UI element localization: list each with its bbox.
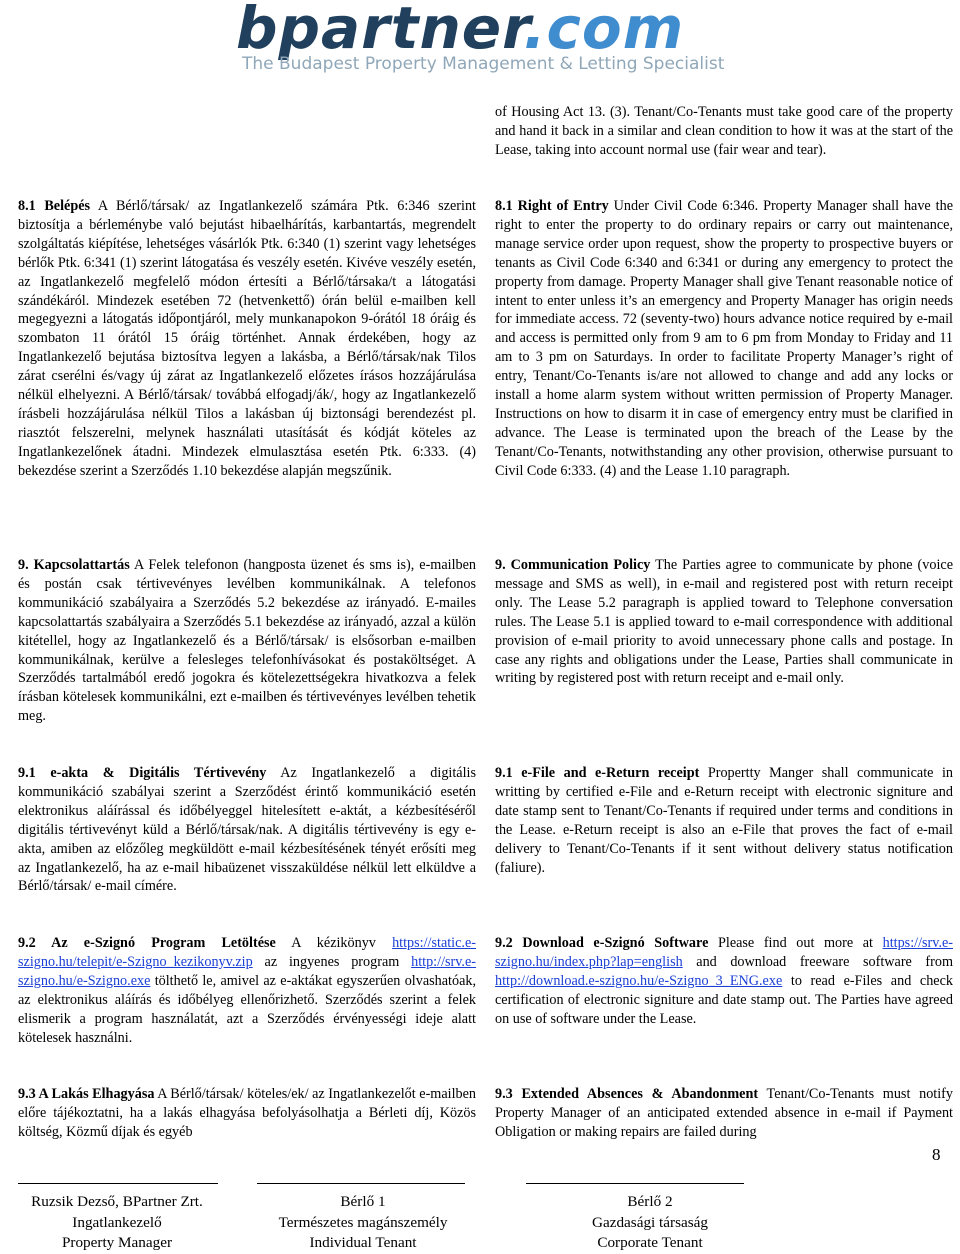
section-8-1-hu: [18, 197, 476, 481]
section-text: A kézikönyv: [291, 935, 376, 951]
section-heading: 8.1 Belépés: [18, 198, 91, 214]
page-number: 8: [932, 1145, 941, 1164]
section-heading: 9.1 e-File and e-Return receipt: [495, 765, 700, 781]
section-9-2-en: [495, 934, 953, 1029]
section-heading: 9.1 e-akta & Digitális Tértivevény: [18, 765, 267, 781]
signatory-role-en: Individual Tenant: [309, 1234, 417, 1251]
section-text: Please find out more at: [717, 935, 873, 951]
section-9-3-en: [495, 1085, 953, 1142]
signatory-name: Bérlő 2: [627, 1193, 673, 1210]
section-heading: 9.3 Extended Absences & Abandonment: [495, 1086, 759, 1102]
section-body: The Parties agree to communicate by phone (voice message and SMS as well), in e-mail and registered post with return receipt only. The Lease 5.2 paragraph is applied toward to Telephone conversation rules. The Lease 5.1 is applied toward to e-mail correspondence with additional provision of e-mail priority to avoid unnecessary phone calls and postage. In case any rights and obligations under the Lease, Parties shall communicate in writing by registered post with return receipt and e-mail only.: [495, 557, 953, 687]
section-heading: 9.2 Download e-Szignó Software: [495, 935, 709, 951]
signature-block-property-manager: [0, 1192, 237, 1254]
info-page-link[interactable]: https://srv.e-szigno.hu/index.php?lap=english: [495, 935, 954, 970]
section-body: A Bérlő/társak/ köteles/ek/ az Ingatlankezelőt e-mailben előre tájékoztatni, ha a lakás elhagyása befolyásolhatja a Bérleti díj, Közös költség, Közmű díjak és egyéb: [18, 1086, 477, 1140]
signatory-role-en: Corporate Tenant: [597, 1234, 703, 1251]
section-9-1-hu: [18, 764, 476, 896]
signature-block-tenant-1: [243, 1192, 483, 1254]
signatory-name: Ruzsik Dezső, BPartner Zrt.: [31, 1193, 203, 1210]
section-body: Az Ingatlankezelő a digitális kommunikáció szabályai szerint a Szerződést érintő kommunikáció esetén elektronikus aláírással és időbélyeggel hitelesített e-aktát, a kézbesítéséről digitális tértivevényt küld a Bérlő/társak/nak. A digitális tértivevény is egy e-akta, amiben az előzőleg megküldött e-mail kézbesítésének tényét erősíti meg az Ingatlankezelő, ha az e-mail hibaüzenet visszaküldése nélkül lett elküldve a Bérlő/társak/ e-mail címére.: [18, 765, 477, 895]
section-heading: 9. Kapcsolattartás: [18, 557, 130, 573]
section-body: Propertty Manger shall communicate in writting by certified e-File and e-Return receipt with electronic signiture and date stamp sent to Tenant/Co-Tenants if required under terms and conditions in the Lease. e-Return receipt is also an e-File that proves the fact of e-mail delivery to Tenant/Co-Tenants if it sent without delivery status notification (faliure).: [495, 765, 953, 876]
program-download-link[interactable]: http://srv.e-szigno.hu/e-Szigno.exe: [18, 953, 476, 989]
signature-line: [18, 1183, 218, 1184]
bpartner-logo: [236, 0, 736, 80]
signatory-role-hu: Természetes magánszemély: [278, 1213, 448, 1231]
section-8-1-en: [495, 197, 953, 481]
section-text: tölthető le, amivel az e-aktákat egyszerűen olvashatóak, az elektronikus aláírás és időbélyeg ellenőrizhető. Szerződés szerint a felek elismerik a program használatát, azt a Szerződés érvényességi ideje alatt kötelesek használni.: [18, 972, 477, 1046]
section-9-en: [495, 556, 953, 688]
section-text: az ingyenes program: [264, 953, 400, 970]
signatory-role-hu: Ingatlankezelő: [72, 1213, 162, 1231]
section-text: and download freeware software from: [696, 953, 953, 970]
section-9-3-hu: [18, 1085, 476, 1142]
signature-line: [257, 1183, 465, 1184]
signatory-name: Bérlő 1: [340, 1193, 386, 1210]
section-body: Tenant/Co-Tenants must notify Property Manager of an anticipated extended absence in e-mail if Payment Obligation or making repairs are failed during: [495, 1086, 953, 1140]
section-body: A Felek telefonon (hangposta üzenet és sms is), e-mailben és postán csak tértivevényes levélben kommunikálnak. A telefonos kommunikáció szabályaira a Szerződés 5.2 bekezdése az irányadó. E-mailes kapcsolattartás szabályaira a Szerződés 5.1 bekezdése az irányadó, azzal a külön kitétellel, hogy az Ingatlankezelő és a Bérlő/társak/ is elsősorban e-mailben kommunikálnak, kerülve a felesleges telefonhívásokat és postaköltséget. A Szerződés tartalmából eredő jogokra és kötelezettségekra hivatkozva a felek írásban kötelesek kommunikálni, ezt e-mailben és tértivevényes levélben tehetik meg.: [18, 557, 477, 725]
signature-block-tenant-2: [530, 1192, 770, 1254]
signatory-role-en: Property Manager: [61, 1234, 173, 1251]
logo-tagline: The Budapest Property Management & Letting Specialist: [242, 54, 725, 74]
section-body: A Bérlő/társak/ az Ingatlankezelő számára Ptk. 6:346 szerint biztosítja a bérleménybe való bejutást hibaelhárítás, karbantartás, megrendelt szolgáltatás kiépítése, lehetséges vásárlók Ptk. 6:340 (1) szerint vagy lehetséges bérlők Ptk. 6:341 (1) szerint látogatása és veszély esetén. Kivéve veszély esetén, az Ingatlankezelő megfelelő módon értesíti a Bérlő/társaka/t a látogatási szándékáról. Mindezek esetében 72 (hetvenkettő) órán belül e-mailben kell megegyezni a látogatás időpontjáról, mely munkanapokon 9-órától 18 óráig és szombaton 11 órától 15 óráig történhet. Annak érdekében, hogy az Ingatlankezelő bejutása biztosítva legyen a lakásba, a Bérlő/társak/nak Tilos zárat cserélni és/vagy új zárat az Ingatlankezelő előzetes írásos hozzájárulása nélkül elhelyezni. A Bérlő/társak/ továbbá elfogadj/ák/, hogy az Ingatlankezelő írásbeli hozzájárulása nélkül Tilos a lakásban új biztonsági berendezést pl. riasztót felszerelni, melynek használati utasítását és kódját köteles az Ingatlankezelőnek átadni. Mindezek elmulasztása esetén Ptk. 6:333. (4) bekezdése szerint a Szerződés 1.10 bekezdése alapján megszűnik.: [18, 198, 476, 479]
section-heading: 9.2 Az e-Szignó Program Letöltése: [18, 935, 276, 951]
section-body: Under Civil Code 6:346. Property Manager shall have the right to enter the property to do ordinary repairs or carry out maintenance, manage service order upon request, show the property to prospective buyers or tenants as Civil Code 6:340 and 6:341 or during any emergency to protect the property from damage. Property Manager shall give Tenant reasonable notice of intent to enter unless it’s an emergency and Property Manager has origin needs for immediate access. 72 (seventy-two) hours advance notice required by e-mail and access is permitted only from 9 am to 6 pm from Monday to Friday and 11 am to 3 pm on Saturdays. In order to facilitate Property Manager’s right of entry, Tenant/Co-Tenants is/are not allowed to change and add any locks or install a home alarm system without written permission of Property Manager. Instructions on how to disarm it in case of emergency entry must be clarified in advance. The Lease is terminated upon the breach of the Lease by the Tenant/Co-Tenants, notwithstanding any other provision, otherwise pursuant to Civil Code 6:333. (4) and the Lease 1.10 paragraph.: [495, 198, 953, 479]
section-heading: 9.3 A Lakás Elhagyása: [18, 1086, 155, 1102]
manual-download-link[interactable]: https://static.e-szigno.hu/telepit/e-Szigno_kezikonyv.zip: [18, 935, 476, 970]
section-9-2-hu: [18, 934, 476, 1047]
logo-domain: .com: [523, 0, 685, 62]
section-text: to read e-Files and check certification of electronic signiture and date stamp out. The Parties have agreed on use of software under the Lease.: [495, 972, 953, 1027]
section-9-1-en: [495, 764, 953, 877]
section-heading: 8.1 Right of Entry: [495, 198, 609, 214]
logo-name: bpartner: [236, 0, 524, 62]
signature-line: [526, 1183, 744, 1184]
section-9-hu: [18, 556, 476, 726]
signatory-role-hu: Gazdasági társaság: [592, 1213, 708, 1231]
software-download-link[interactable]: http://download.e-szigno.hu/e-Szigno_3_ENG.exe: [495, 972, 783, 989]
section-heading: 9. Communication Policy: [495, 557, 651, 573]
logo-wordmark: [236, 0, 684, 62]
intro-paragraph-en: of Housing Act 13. (3). Tenant/Co-Tenants must take good care of the property and hand it back in a similar and clean condition to how it was at the start of the Lease, taking into account normal use (fair wear and tear).: [495, 104, 953, 158]
